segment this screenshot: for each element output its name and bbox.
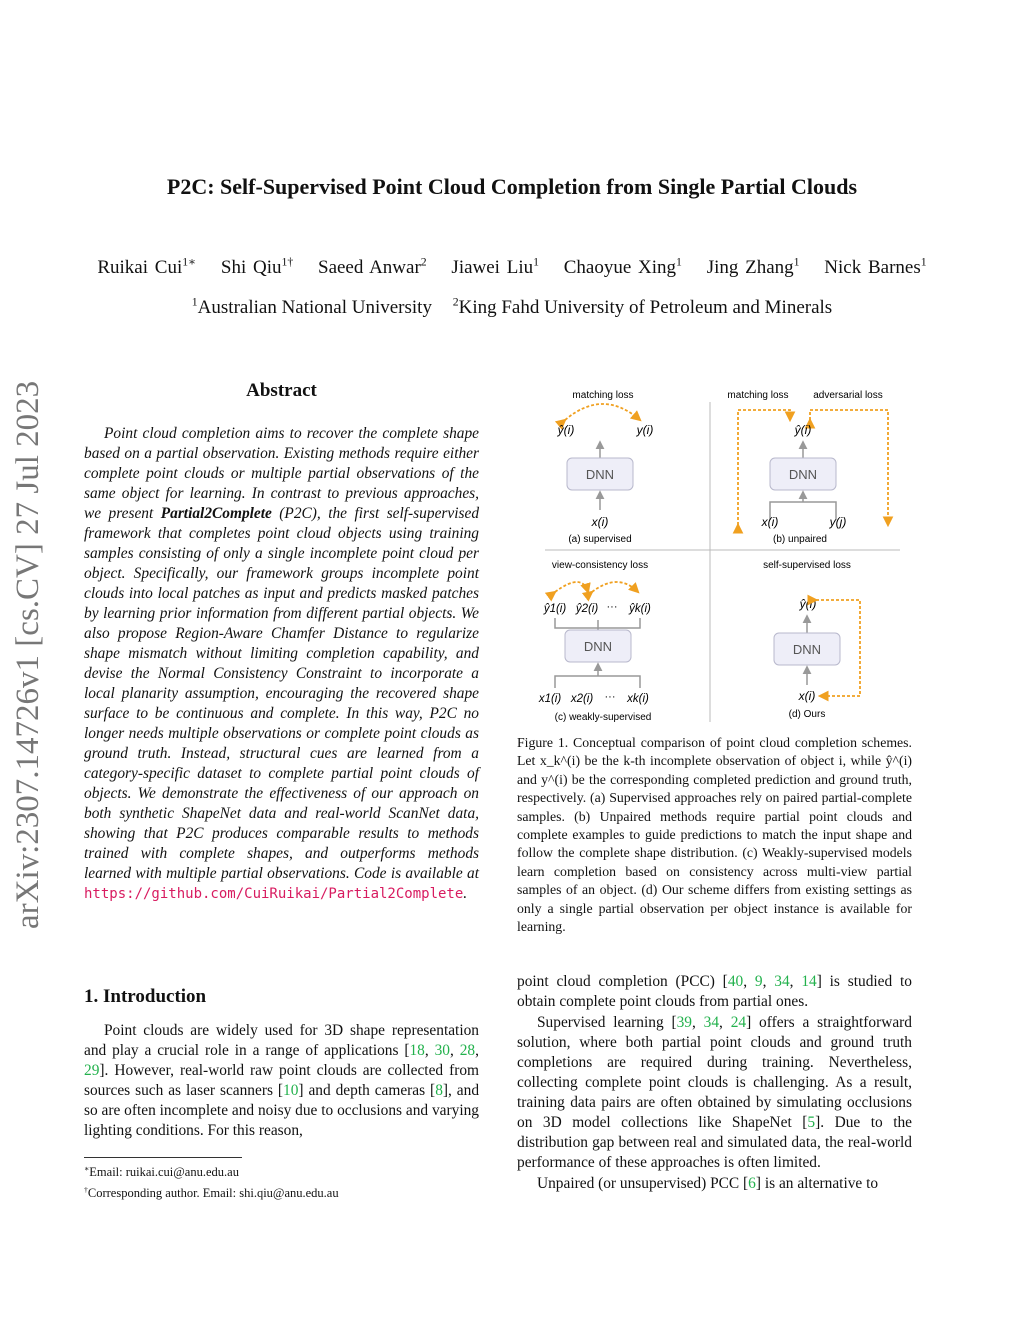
citation-link[interactable]: 6 [748,1175,756,1192]
intro-paragraph-4: Unpaired (or unsupervised) PCC [6] is an alternative to [537,1175,879,1192]
a-y-label: y(i) [636,423,654,437]
footnote: †Corresponding author. Email: shi.qiu@anu.edu.au [84,1185,339,1201]
figure-1-caption: Figure 1. Conceptual comparison of point cloud completion schemes. Let x_k^(i) be the k-th incomplete observation of object i, while ŷ^(i) and y^(i) be the corresponding completed prediction and ground truth, respectively. (a) Supervised approaches rely on paired partial-complete samples. (b) Unpaired methods require partial point clouds and complete examples to guide predictions to match the input shape and follow the complete shape distribution. (c) Weakly-supervised models learn completion based on consistency across multi-view partial samples of an object. (d) Our scheme differs from existing settings as only a single partial observation per object instance is available for learning. [517,735,912,935]
a-caption: (a) supervised [568,534,632,545]
author-list [60,255,964,279]
a-dnn-label: DNN [585,467,615,482]
d-x-label: x(i) [798,689,816,703]
concept-diagram [520,380,912,730]
a-loss-label: matching loss [572,390,634,401]
author: Ruikai Cui$^{1∗}$ [97,256,197,279]
citation-link[interactable]: 39 [676,1014,692,1031]
d-dnn-label: DNN [792,642,822,657]
citation-link[interactable]: 14 [801,973,817,990]
c-loss-label: view-consistency loss [551,560,649,571]
b-dnn-label: DNN [788,467,818,482]
affiliation: $^1$Australian National University [191,296,432,319]
citation-link[interactable]: 8 [435,1082,443,1099]
intro-left-column [84,1021,479,1142]
c-yk-label: ŷk(i) [629,603,651,615]
code-link[interactable]: https://github.com/CuiRuikai/Partial2Complete [84,886,464,902]
c-xk-label: xk(i) [627,693,649,705]
author: Saeed Anwar$^2$ [318,256,427,279]
author: Nick Barnes$^1$ [824,256,927,279]
b-caption: (b) unpaired [773,534,827,545]
a-loss-arc [565,404,640,420]
citation-link[interactable]: 5 [807,1114,816,1131]
paper-title: P2C: Self-Supervised Point Cloud Completion from Single Partial Clouds [166,174,858,199]
citation-link[interactable]: 28 [459,1042,476,1059]
c-caption: (c) weakly-supervised [554,712,652,723]
intro-right-column [517,972,912,1195]
intro-paragraph-2: point cloud completion (PCC) [40, 9, 34, 14] is studied to obtain complete point clouds from partial ones. [517,973,912,1010]
footnote-rule [84,1157,242,1158]
d-caption: (d) Ours [788,709,826,720]
affiliation-list [60,296,964,319]
citation-link[interactable]: 30 [434,1042,450,1059]
citation-link[interactable]: 34 [774,973,790,990]
c-dnn-label: DNN [583,639,613,654]
c-y1-label: ŷ1(i) [543,603,567,615]
b-loss1-label: matching loss [727,390,789,401]
figure-1 [520,380,912,735]
citation-link[interactable]: 24 [730,1014,747,1031]
citation-link[interactable]: 29 [84,1062,100,1079]
affiliation: $^2$King Fahd University of Petroleum and Minerals [452,296,833,319]
c-dots-top: ··· [606,601,618,613]
c-x1-label: x1(i) [538,693,562,705]
citation-link[interactable]: 10 [283,1082,299,1099]
b-y-label: y(j) [829,515,847,529]
footnote: ∗Email: ruikai.cui@anu.edu.au [84,1164,239,1180]
intro-heading: 1. Introduction [84,986,207,1007]
author: Shi Qiu$^{1\dagger}$ [220,256,294,279]
c-x2-label: x2(i) [570,693,594,705]
a-x-label: x(i) [591,515,609,529]
author: Jiawei Liu$^1$ [451,256,539,279]
d-loss-label: self-supervised loss [763,560,851,571]
d-yhat-label: ŷ(i) [799,597,817,611]
author: Chaoyue Xing$^1$ [563,256,682,279]
b-x-label: x(i) [761,515,779,529]
footnotes [84,1160,479,1202]
intro-paragraph-3: Supervised learning [39, 34, 24] offers a straightforward solution, where both partial point clouds and ground truth completions are required during training. Nevertheless, collecting complete point clouds is challenging. As a result, training data pairs are often obtained by simulating occlusions on 3D model collections like ShapeNet [5]. Due to the distribution gap between real and simulated data, the real-world performance of these approaches is often limited. [517,1014,913,1171]
c-dots-bottom: ··· [604,691,616,703]
b-yhat-label: ŷ(i) [794,423,812,437]
author: Jing Zhang$^1$ [706,256,800,279]
b-loss2-label: adversarial loss [813,390,883,401]
a-yhat-label: ŷ(i) [557,423,575,437]
abstract-heading: Abstract [246,380,317,401]
citation-link[interactable]: 34 [703,1014,720,1031]
citation-link[interactable]: 18 [409,1042,425,1059]
c-y2-label: ŷ2(i) [575,603,599,615]
abstract-body: Point cloud completion aims to recover the complete shape based on a partial observation. Existing methods require either complete point clouds or multiple partial observations of the same object for learning. In contrast to previous approaches, we present Partial2Complete (P2C), the first self-supervised framework that completes point cloud objects using training samples consisting of only a single incomplete point cloud per object. Specifically, our framework groups incomplete point clouds into local patches as input and predicts masked patches by learning prior information from different partial objects. We also propose Region-Aware Chamfer Distance to regularize shape mismatch without limiting completion capability, and devise the Normal Consistency Constraint to incorporate a local planarity assumption, encouraging the recovered shape surface to be continuous and complete. In this way, P2C no longer needs multiple observations or complete point clouds as ground truth. Instead, structural cues are learned from a category-specific dataset to complete partial point clouds of objects. We demonstrate the effectiveness of our approach on both synthetic ShapeNet data and real-world ScanNet data, showing that P2C produces comparable results to methods trained with complete shapes, and outperforms methods learned with multiple partial observations. Code is available at https://github.com/CuiRuikai/Partial2Complete. [84,425,480,902]
citation-link[interactable]: 9 [754,973,763,990]
citation-link[interactable]: 40 [727,973,744,990]
arxiv-identifier: arXiv:2307.14726v1 [cs.CV] 27 Jul 2023 [10,380,46,930]
intro-paragraph-1: Point clouds are widely used for 3D shape representation and play a crucial role in a range of applications [18, 30, 28, 29]. However, real-world raw point clouds are collected from sources such as laser scanners [10] and depth cameras [8], and so are often incomplete and noisy due to occlusions and varying lighting conditions. For this reason, [84,1022,480,1139]
